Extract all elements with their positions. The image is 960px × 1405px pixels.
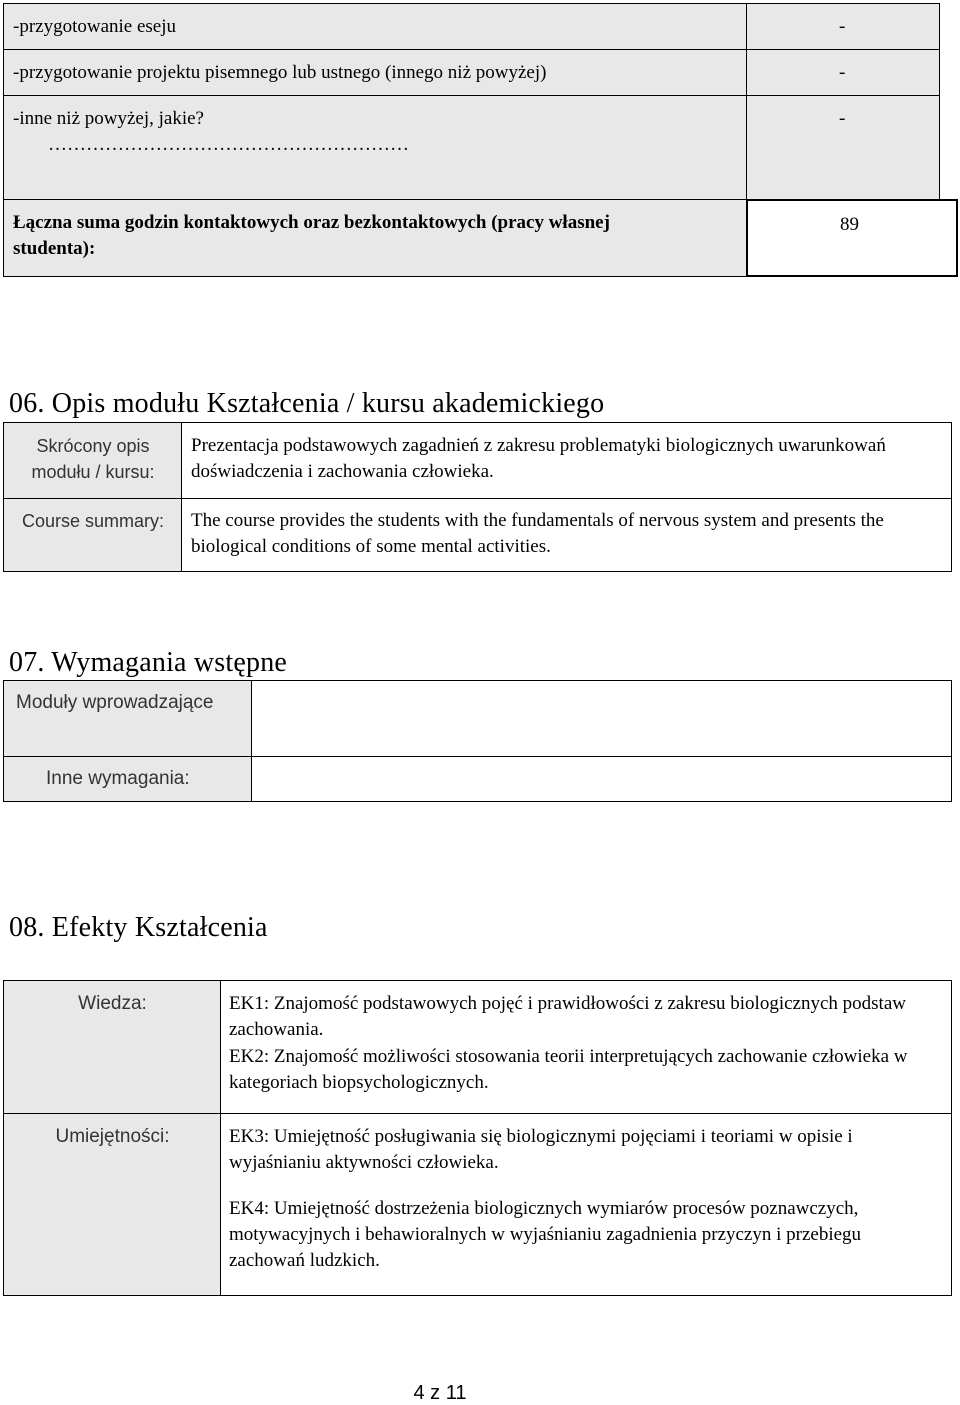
workload-row-label (3, 95, 746, 199)
workload-row-value-text: - (839, 16, 846, 37)
knowledge-label-cell (3, 980, 220, 1113)
page-number: 4 z 11 (413, 1382, 467, 1404)
ek4-text: EK4: Umiejętność dostrzeżenia biologicznych wymiarów procesów poznawczych, motywacyjnych i behawioralnych w wyjaśnianiu zagadnienia przyczyn i przebiegu zachowań ludzkich. (229, 1198, 862, 1271)
intro-modules-value-cell (251, 680, 952, 756)
section-06-title: 06. Opis modułu Kształcenia / kursu akademickiego (9, 388, 605, 419)
knowledge-cell (220, 980, 952, 1113)
workload-row-dots: ………………………………………………… (48, 134, 409, 155)
course-summary-cell (181, 498, 952, 572)
section-07-title: 07. Wymagania wstępne (9, 647, 288, 678)
workload-row-label-text: -inne niż powyżej, jakie? (13, 108, 204, 129)
knowledge-label: Wiedza: (78, 993, 147, 1014)
workload-row-value (746, 3, 940, 49)
workload-row-value-text: - (839, 108, 846, 129)
ek2-text: EK2: Znajomość możliwości stosowania teorii interpretujących zachowanie człowieka w kategoriach biopsychologicznych. (229, 1046, 908, 1093)
total-label-cell (3, 199, 746, 277)
other-requirements-label-cell (3, 756, 251, 802)
workload-row-label-text: -przygotowanie projektu pisemnego lub ustnego (innego niż powyżej) (13, 62, 547, 83)
skills-label: Umiejętności: (55, 1126, 170, 1147)
ek1-text: EK1: Znajomość podstawowych pojęć i prawidłowości z zakresu biologicznych podstaw zachowania. (229, 993, 906, 1040)
intro-modules-label-cell (3, 680, 251, 756)
workload-row-value (746, 49, 940, 95)
workload-row-label (3, 3, 746, 49)
skills-label-cell (3, 1113, 220, 1296)
short-description-label-cell (3, 422, 181, 498)
total-value: 89 (840, 214, 859, 235)
workload-row-label-text: -przygotowanie eseju (13, 16, 177, 37)
other-requirements-value-cell (251, 756, 952, 802)
workload-row-value (746, 95, 940, 199)
course-summary-label-cell (3, 498, 181, 572)
section-08-title: 08. Efekty Kształcenia (9, 912, 268, 943)
total-value-cell (746, 199, 958, 277)
course-summary-text: The course provides the students with the fundamentals of nervous system and presents the biological conditions of some mental activities. (191, 510, 884, 557)
ek3-text: EK3: Umiejętność posługiwania się biologicznymi pojęciami i teoriami w opisie i wyjaśnianiu aktywności człowieka. (229, 1126, 853, 1173)
skills-cell (220, 1113, 952, 1296)
workload-row-value-text: - (839, 62, 846, 83)
short-description-cell (181, 422, 952, 498)
intro-modules-label: Moduły wprowadzające (16, 692, 214, 713)
course-summary-label: Course summary: (21, 511, 165, 531)
short-description-text: Prezentacja podstawowych zagadnień z zakresu problematyki biologicznych uwarunkowań doświadczenia i zachowania człowieka. (191, 435, 886, 482)
other-requirements-label: Inne wymagania: (46, 768, 190, 789)
total-label: Łączna suma godzin kontaktowych oraz bezkontaktowych (pracy własnej studenta): (13, 212, 610, 259)
short-description-label: Skrócony opis modułu / kursu: (31, 436, 155, 482)
workload-row-label (3, 49, 746, 95)
